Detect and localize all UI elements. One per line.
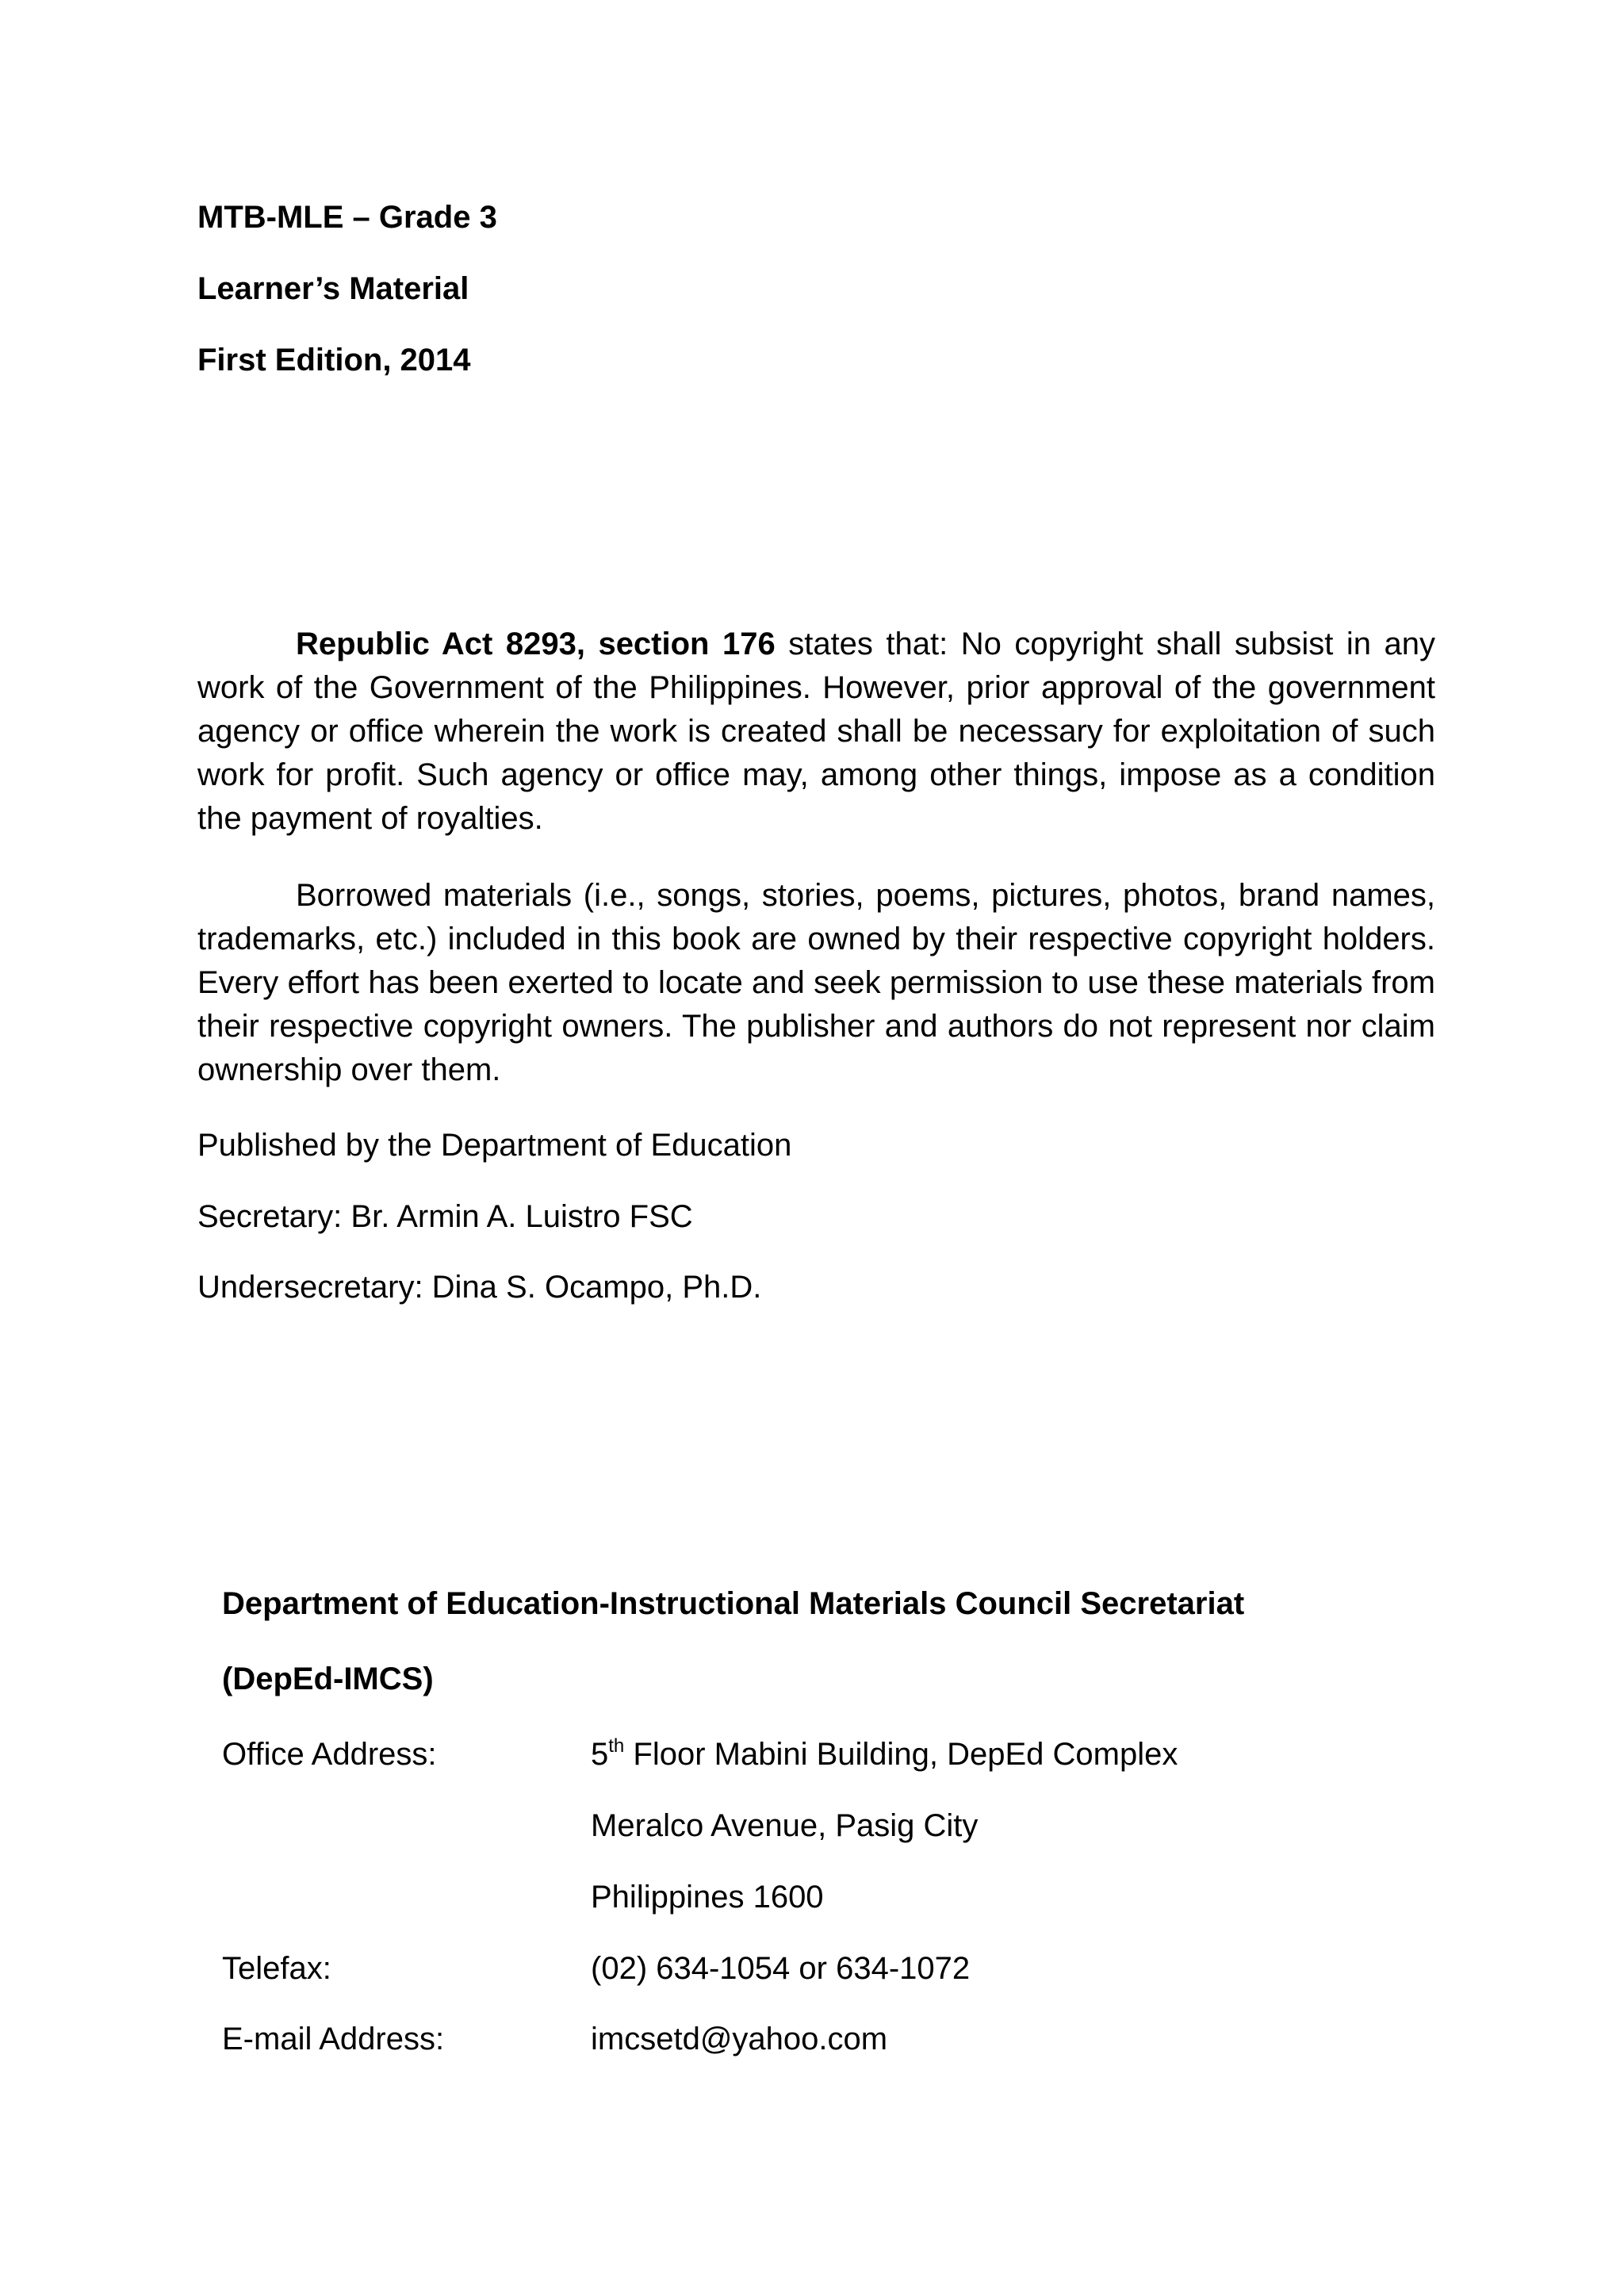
office-address-line1 xyxy=(591,1735,1178,1773)
law-reference: Republic Act 8293, section 176 xyxy=(296,627,776,661)
law-text: states that: No copyright shall subsist in any work of the Government of the Philippines. However, prior approval of the government agency or office wherein the work is created shall be necessary for exploitation of such work for profit. Such agency or office may, among other things, impose as a condition the payment of royalties. xyxy=(197,627,1436,836)
email-value: imcsetd@yahoo.com xyxy=(591,2022,888,2056)
telefax-value: (02) 634-1054 or 634-1072 xyxy=(591,1951,971,1986)
material-type: Learner’s Material xyxy=(197,271,469,306)
telefax-label: Telefax: xyxy=(222,1951,331,1986)
edition: First Edition, 2014 xyxy=(197,343,471,378)
book-title: MTB-MLE – Grade 3 xyxy=(197,200,497,235)
borrowed-materials-paragraph: Borrowed materials (i.e., songs, stories, poems, pictures, photos, brand names, trademarks, etc.) included in this book are owned by their respective copyright holders. Every effort has been exerted to locate and seek permission to use these materials from their respective copyright owners. The publisher and authors do not represent nor claim ownership over them. xyxy=(197,878,1435,1087)
copyright-paragraph xyxy=(197,623,1435,841)
office-address-line2: Meralco Avenue, Pasig City xyxy=(591,1808,979,1843)
email-label: E-mail Address: xyxy=(222,2022,445,2056)
floor-rest: Floor Mabini Building, DepEd Complex xyxy=(624,1737,1178,1772)
secretary: Secretary: Br. Armin A. Luistro FSC xyxy=(197,1199,693,1234)
undersecretary: Undersecretary: Dina S. Ocampo, Ph.D. xyxy=(197,1270,762,1305)
office-address-label: Office Address: xyxy=(222,1737,437,1772)
floor-number: 5 xyxy=(591,1737,609,1772)
imcs-name: Department of Education-Instructional Materials Council Secretariat xyxy=(222,1586,1245,1621)
floor-ordinal: th xyxy=(608,1735,625,1757)
imcs-acronym: (DepEd-IMCS) xyxy=(222,1662,434,1696)
office-address-line3: Philippines 1600 xyxy=(591,1880,824,1915)
published-by: Published by the Department of Education xyxy=(197,1128,792,1163)
